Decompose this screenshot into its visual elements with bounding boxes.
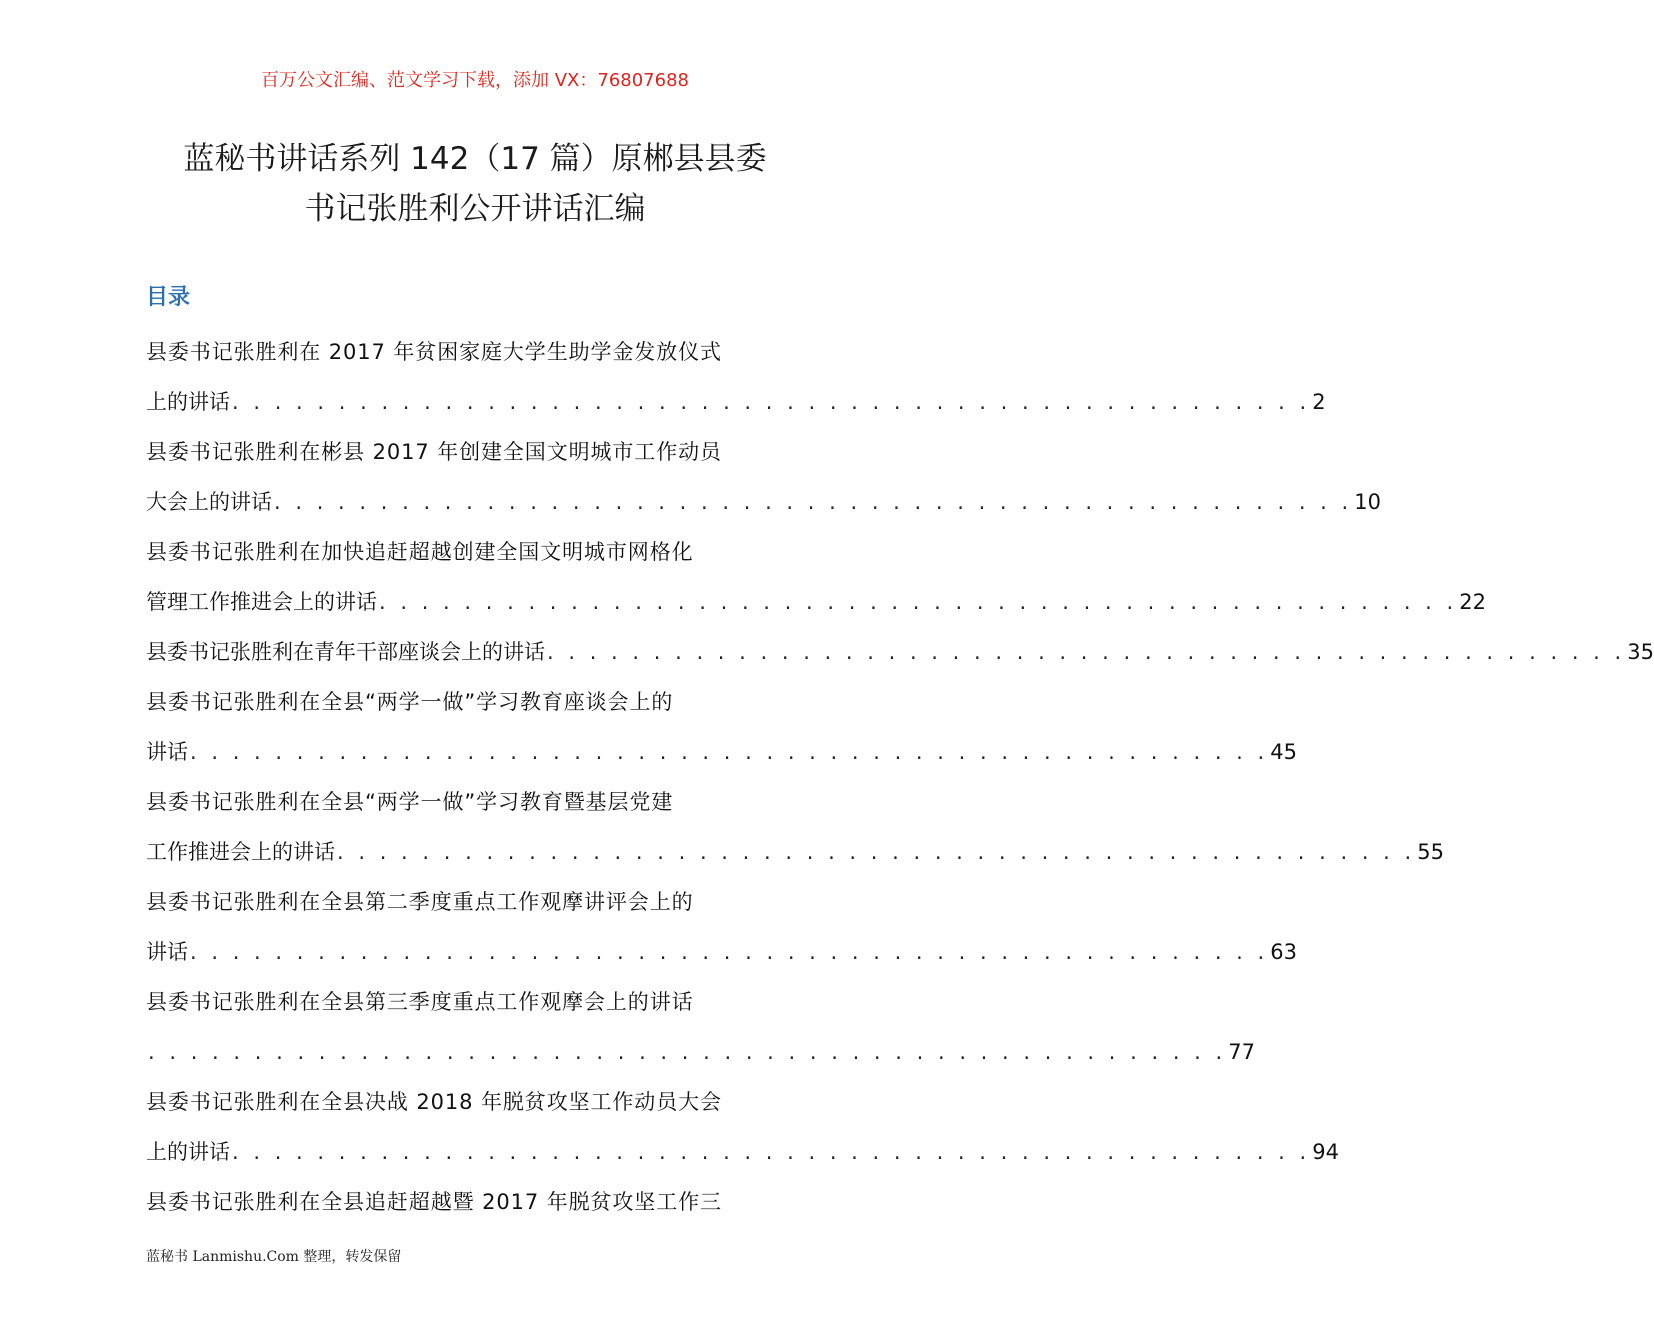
toc-entry-title-tail: 讲话 [146, 940, 188, 964]
toc-entry-title: 县委书记张胜利在加快追赶超越创建全国文明城市网格化 [146, 540, 694, 564]
table-of-contents [146, 327, 1654, 1227]
toc-entry[interactable] [146, 327, 1326, 427]
toc-entry-title: 县委书记张胜利在 2017 年贫困家庭大学生助学金发放仪式 [146, 340, 722, 364]
toc-entry[interactable] [146, 527, 1486, 627]
toc-page-number: 63 [1270, 940, 1297, 964]
toc-entry-page-line [146, 577, 1486, 627]
toc-page-number: 77 [1228, 1040, 1255, 1064]
footer: 蓝秘书 Lanmishu.Com 整理，转发保留 [146, 1249, 402, 1265]
toc-entry-page-line [146, 827, 1444, 877]
toc-entry-title: 县委书记张胜利在全县“两学一做”学习教育座谈会上的 [146, 690, 674, 714]
toc-entry-title: 县委书记张胜利在彬县 2017 年创建全国文明城市工作动员 [146, 440, 722, 464]
toc-entry-page-line [146, 1027, 1255, 1077]
toc-leader-dots: . . . . . . . . . . . . . . . . . . . . . . . . . . . . . . . . . . . . . . . . . . . . . . . . . . . [148, 1040, 1227, 1064]
toc-entry[interactable] [146, 677, 1297, 777]
toc-entry-title: 县委书记张胜利在全县“两学一做”学习教育暨基层党建 [146, 790, 674, 814]
toc-leader-dots: . . . . . . . . . . . . . . . . . . . . . . . . . . . . . . . . . . . . . . . . . . . . . . . . . . . [232, 1140, 1311, 1164]
toc-page-number: 35 [1627, 640, 1654, 664]
toc-entry-title-tail: 大会上的讲话 [146, 490, 272, 514]
toc-entry-title: 县委书记张胜利在全县决战 2018 年脱贫攻坚工作动员大会 [146, 1090, 722, 1114]
toc-leader-dots: . . . . . . . . . . . . . . . . . . . . . . . . . . . . . . . . . . . . . . . . . . . . . . . . . . . [379, 590, 1458, 614]
toc-leader-dots: . . . . . . . . . . . . . . . . . . . . . . . . . . . . . . . . . . . . . . . . . . . . . . . . . . . [274, 490, 1353, 514]
toc-entry-page-line [146, 477, 1381, 527]
toc-entry-page-line [146, 1127, 1339, 1177]
toc-heading: 目录 [146, 285, 191, 310]
toc-leader-dots: . . . . . . . . . . . . . . . . . . . . . . . . . . . . . . . . . . . . . . . . . . . . . . . . . . . [232, 390, 1311, 414]
toc-leader-dots: . . . . . . . . . . . . . . . . . . . . . . . . . . . . . . . . . . . . . . . . . . . . . . . . . . . [337, 840, 1416, 864]
toc-entry[interactable] [146, 1177, 806, 1227]
toc-page-number: 2 [1312, 390, 1326, 414]
toc-entry-title-tail: 上的讲话 [146, 1140, 230, 1164]
title-line-1: 蓝秘书讲话系列 142（17 篇）原郴县县委 [183, 141, 767, 177]
toc-page-number: 22 [1459, 590, 1486, 614]
toc-leader-dots: . . . . . . . . . . . . . . . . . . . . . . . . . . . . . . . . . . . . . . . . . . . . . . . . . . . [190, 940, 1269, 964]
top-banner: 百万公文汇编、范文学习下载，添加 VX：76807688 [261, 70, 689, 91]
toc-entry-title-tail: 讲话 [146, 740, 188, 764]
toc-entry-title-tail: 县委书记张胜利在青年干部座谈会上的讲话 [146, 640, 545, 664]
document-title [100, 134, 850, 234]
toc-page-number: 10 [1354, 490, 1381, 514]
toc-entry-page-line [146, 727, 1297, 777]
toc-entry-title-tail: 上的讲话 [146, 390, 230, 414]
toc-entry-page-line [146, 927, 1297, 977]
toc-entry[interactable] [146, 1077, 1339, 1177]
toc-entry-title-tail: 工作推进会上的讲话 [146, 840, 335, 864]
toc-entry-page-line [146, 377, 1326, 427]
toc-entry-title: 县委书记张胜利在全县追赶超越暨 2017 年脱贫攻坚工作三 [146, 1190, 722, 1214]
toc-entry[interactable] [146, 877, 1297, 977]
toc-entry[interactable] [146, 627, 1654, 677]
title-line-2: 书记张胜利公开讲话汇编 [304, 191, 646, 227]
toc-leader-dots: . . . . . . . . . . . . . . . . . . . . . . . . . . . . . . . . . . . . . . . . . . . . . . . . . . . [190, 740, 1269, 764]
toc-page-number: 55 [1417, 840, 1444, 864]
toc-page-number: 45 [1270, 740, 1297, 764]
toc-entry[interactable] [146, 977, 1255, 1077]
toc-leader-dots: . . . . . . . . . . . . . . . . . . . . . . . . . . . . . . . . . . . . . . . . . . . . . . . . . . . [547, 640, 1626, 664]
toc-entry[interactable] [146, 427, 1381, 527]
toc-entry-title: 县委书记张胜利在全县第三季度重点工作观摩会上的讲话 [146, 990, 694, 1014]
toc-entry-title-tail: 管理工作推进会上的讲话 [146, 590, 377, 614]
toc-entry[interactable] [146, 777, 1444, 877]
toc-entry-title: 县委书记张胜利在全县第二季度重点工作观摩讲评会上的 [146, 890, 694, 914]
toc-page-number: 94 [1312, 1140, 1339, 1164]
toc-entry-page-line [146, 627, 1654, 677]
